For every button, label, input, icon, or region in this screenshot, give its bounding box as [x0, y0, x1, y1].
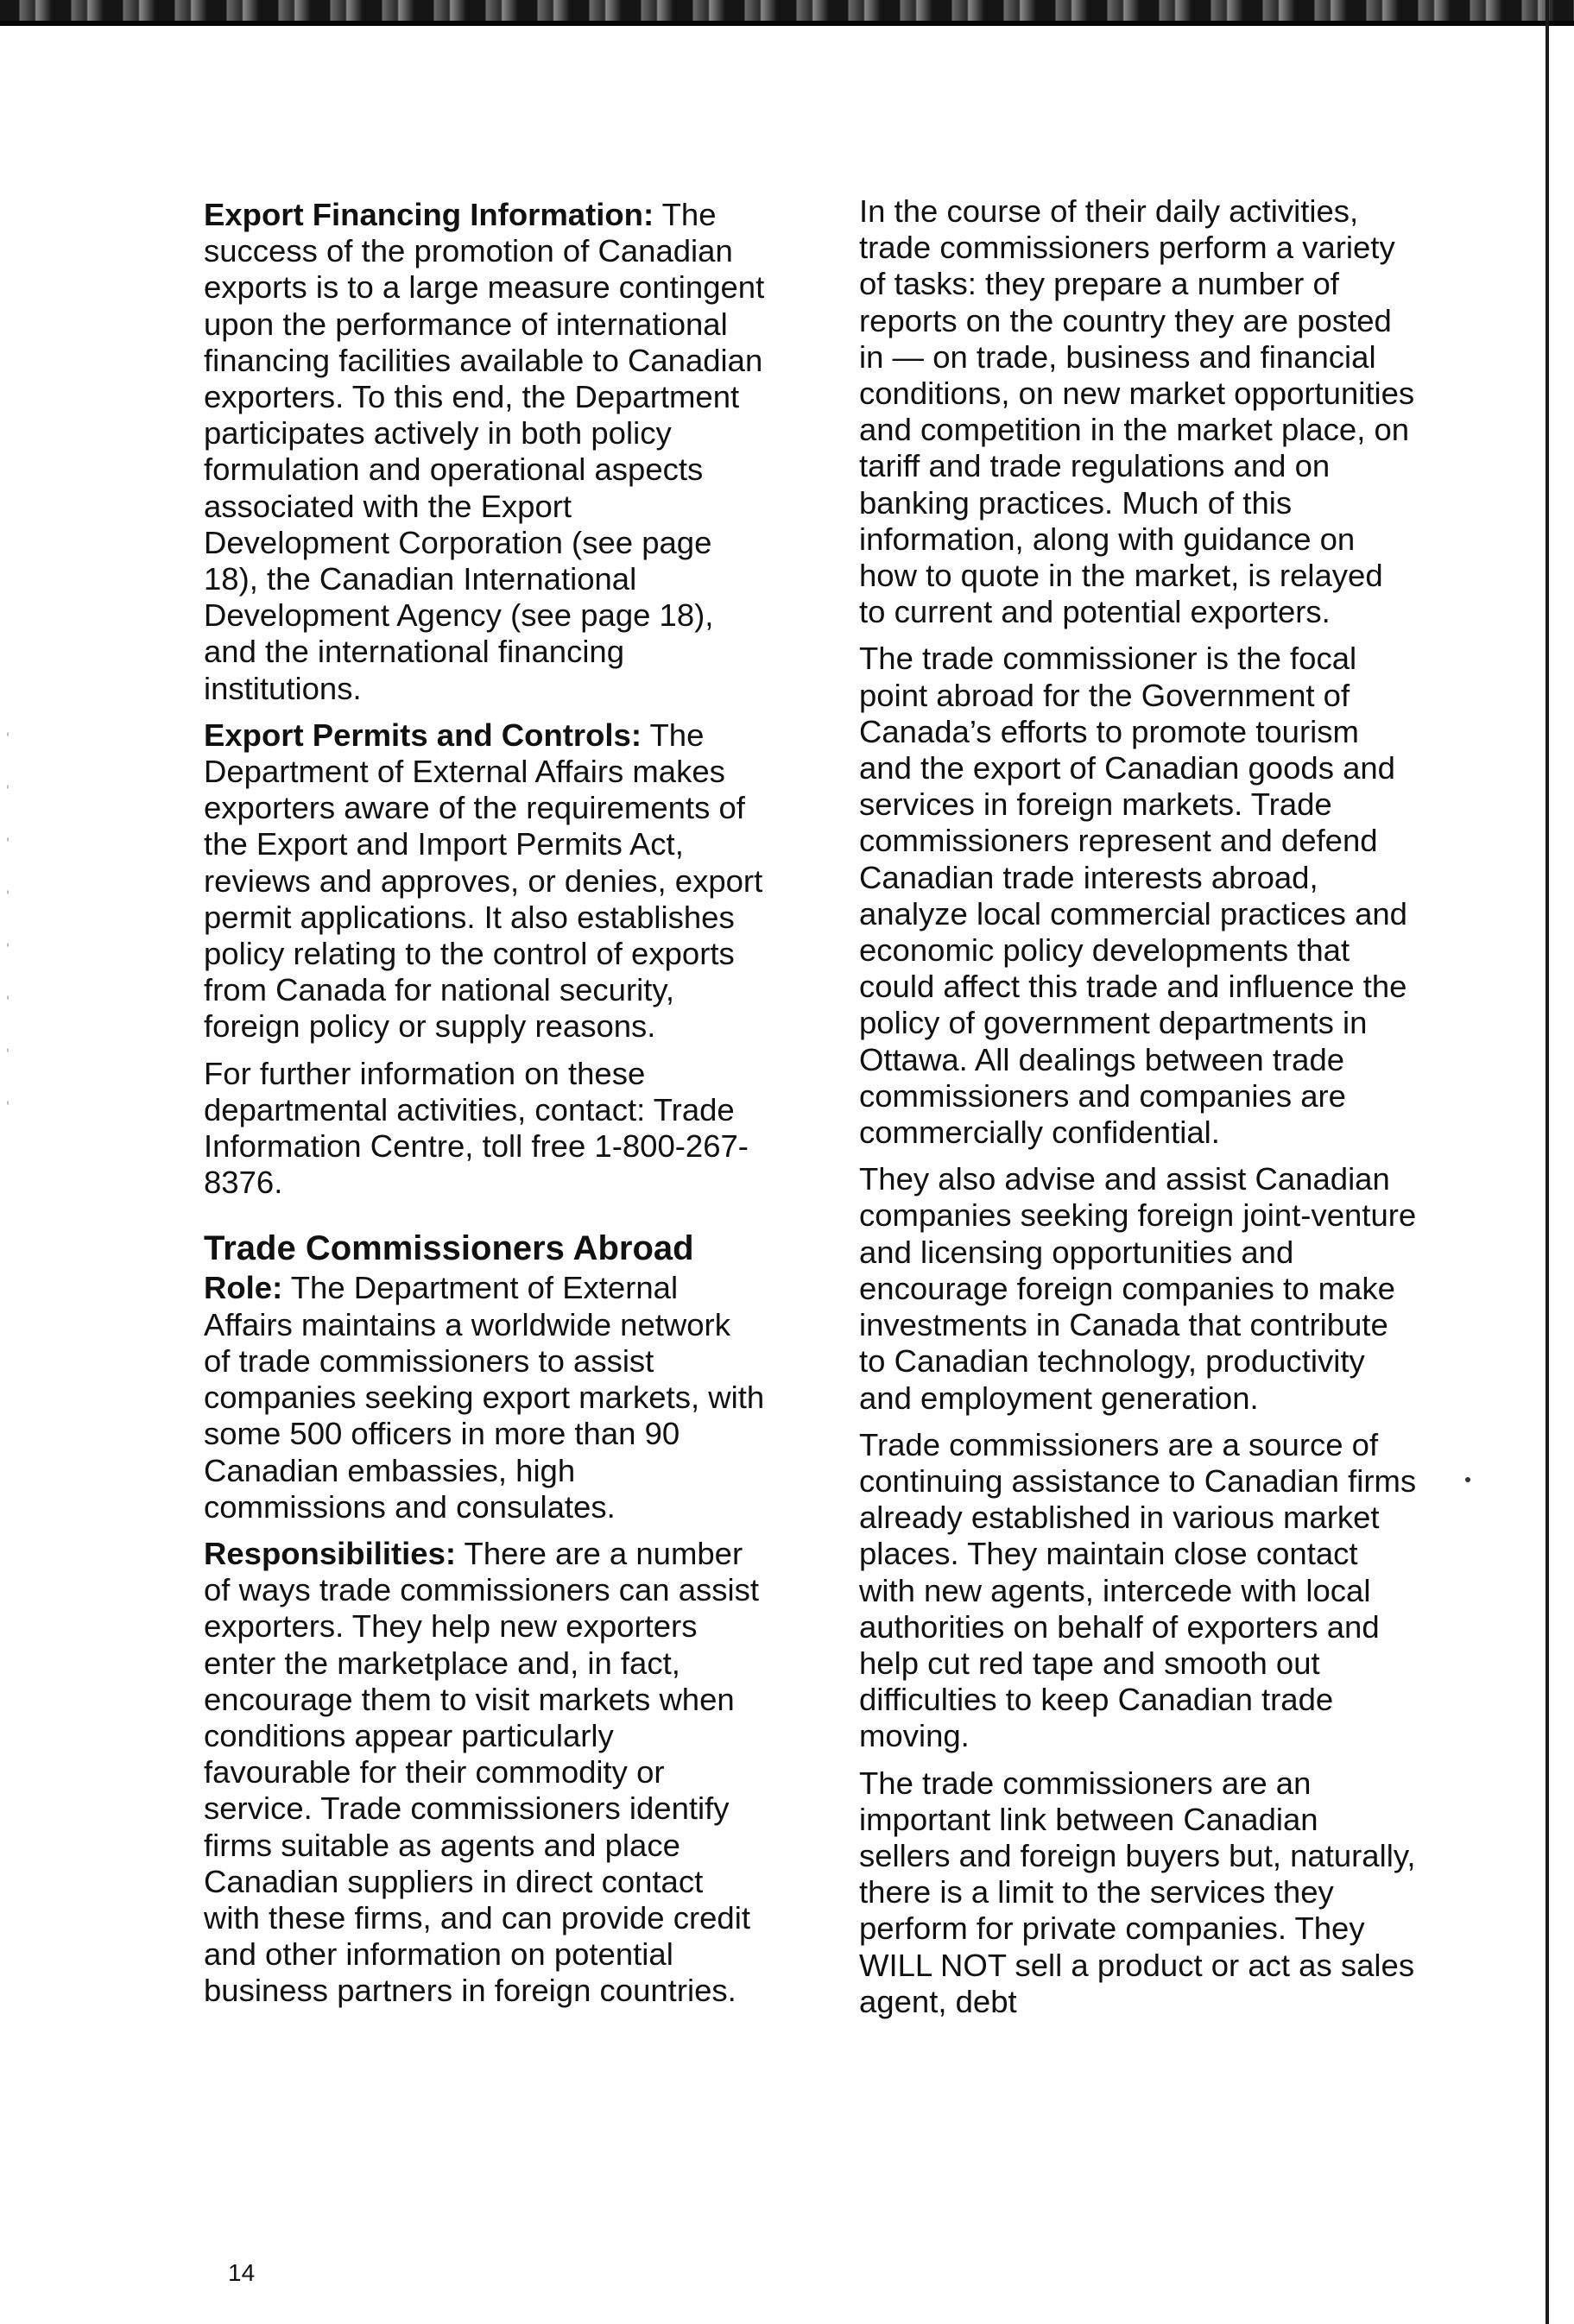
scan-speck [1465, 1477, 1470, 1482]
right-column [859, 193, 1417, 2030]
section-heading-trade-commissioners: Trade Commissioners Abroad [204, 1229, 694, 1268]
responsibilities-paragraph [204, 1536, 765, 2010]
responsibilities-heading: Responsibilities: [204, 1535, 457, 1571]
scan-left-specks [7, 708, 9, 1140]
scan-top-edge [0, 0, 1574, 22]
scan-top-rule [0, 21, 1574, 26]
role-text: The Department of External Affairs maintains a worldwide network of trade commissioners to assist companies seeking export markets, with some 500 officers in more than 90 Canadian embassies, high commissions and consulates. [204, 1270, 765, 1525]
page-number: 14 [228, 2259, 256, 2286]
responsibilities-text: There are a number of ways trade commissioners can assist exporters. They help new exporters enter the marketplace and, in fact, encourage them to visit markets when conditions appear particularly favourable for their commodity or service. Trade commissioners identify firms suitable as agents and place Canadian suppliers in direct contact with these firms, and can provide credit and other information on potential business partners in foreign countries. [204, 1535, 760, 2009]
right-paragraph-advise-assist: They also advise and assist Canadian companies seeking foreign joint-venture and licensing opportunities and encourage foreign companies to make investments in Canada that contribute to Canadian technology, productivity and employment generation. [859, 1161, 1417, 1416]
role-heading: Role: [204, 1270, 283, 1306]
export-financing-heading: Export Financing Information: [204, 197, 654, 232]
scan-right-edge [1546, 0, 1549, 2324]
right-paragraph-continuing-assistance: Trade commissioners are a source of continuing assistance to Canadian firms already established in various market places. They maintain close contact with new agents, intercede with local authorities on behalf of exporters and help cut red tape and smooth out difficulties to keep Canadian trade moving. [859, 1426, 1417, 1754]
right-paragraph-daily-tasks: In the course of their daily activities, trade commissioners perform a variety of tasks: they prepare a number of reports on the country they are posted in — on trade, business and financial conditions, on new market opportunities and competition in the market place, on tariff and trade regulations and on banking practices. Much of this information, along with guidance on how to quote in the market, is relayed to current and potential exporters. [859, 193, 1415, 630]
role-paragraph [204, 1270, 765, 1525]
left-column [204, 197, 765, 2020]
export-financing-text: The success of the promotion of Canadian exports is to a large measure contingent upon the performance of international financing facilities available to Canadian exporters. To this end, the Department participates actively in both policy formulation and operational aspects associated with the Export Development Corporation (see page 18), the Canadian International Development Agency (see page 18), and the international financing institutions. [204, 197, 765, 706]
export-permits-paragraph [204, 717, 765, 1045]
export-financing-paragraph [204, 197, 765, 707]
further-information-paragraph: For further information on these departmental activities, contact: Trade Information Centre, toll free 1-800-267-8376. [204, 1055, 749, 1201]
export-permits-text: The Department of External Affairs makes exporters aware of the requirements of the Export and Import Permits Act, reviews and approves, or denies, export permit applications. It also establishes policy relating to the control of exports from Canada for national security, foreign policy or supply reasons. [204, 717, 763, 1045]
right-paragraph-focal-point: The trade commissioner is the focal point abroad for the Government of Canada’s efforts to promote tourism and the export of Canadian goods and services in foreign markets. Trade commissioners represent and defend Canadian trade interests abroad, analyze local commercial practices and economic policy developments that could affect this trade and influence the policy of government departments in Ottawa. All dealings between trade commissioners and companies are commercially confidential. [859, 641, 1407, 1151]
export-permits-heading: Export Permits and Controls: [204, 717, 642, 753]
right-paragraph-important-link: The trade commissioners are an important link between Canadian sellers and foreign buyers but, naturally, there is a limit to the services they perform for private companies. They WILL NOT sell a product or act as sales agent, debt [859, 1765, 1416, 2019]
